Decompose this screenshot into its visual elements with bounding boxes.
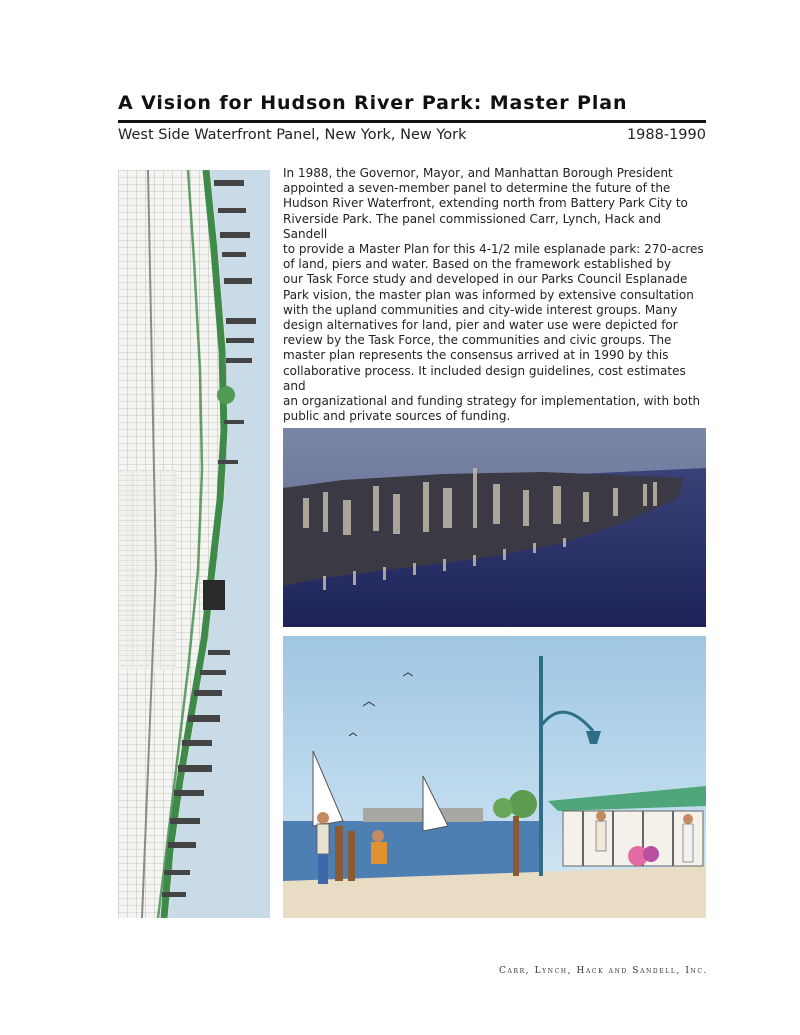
project-years: 1988-1990	[626, 127, 706, 143]
project-subtitle: West Side Waterfront Panel, New York, New York	[118, 127, 467, 143]
title-divider	[118, 120, 706, 123]
waterfront-sketch-illustration	[283, 636, 706, 918]
page-title: A Vision for Hudson River Park: Master Plan	[118, 92, 628, 114]
firm-credit: Carr, Lynch, Hack and Sandell, Inc.	[499, 966, 708, 976]
project-description: In 1988, the Governor, Mayor, and Manhattan Borough President appointed a seven-member panel to determine the future of the Hudson River Waterfront, extending north from Battery Park City to Riverside Park. The panel commissioned Carr, Lynch, Hack and Sandell to provide a Master Plan for this 4-1/2 mile esplanade park: 270-acres of land, piers and water. Based on the framework established by our Task Force study and developed in our Parks Council Esplanade Park vision, the master plan was informed by extensive consultation with the upland communities and city-wide interest groups. Many design alternatives for land, pier and water use were depicted for review by the Task Force, the communities and civic groups. The master plan represents the consensus arrived at in 1990 by this collaborative process. It included design guidelines, cost estimates and an organizational and funding strategy for implementation, with both public and private sources of funding.	[283, 166, 704, 424]
site-plan-map	[118, 170, 270, 918]
aerial-photo-manhattan	[283, 428, 706, 627]
